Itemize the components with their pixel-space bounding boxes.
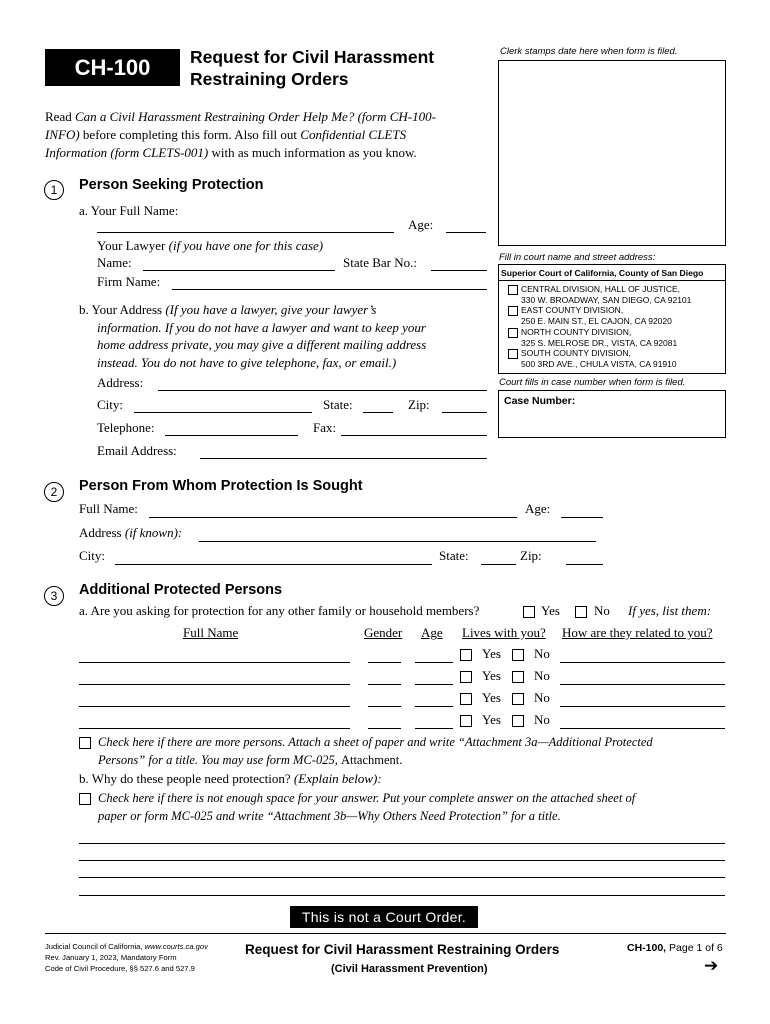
restrained-name-label: Full Name: (79, 501, 138, 516)
clerk-stamp-box (498, 60, 726, 246)
division-checkbox-south[interactable] (508, 349, 518, 359)
person-name-field[interactable] (79, 706, 350, 707)
person-gender-field[interactable] (368, 662, 401, 663)
explanation-line[interactable] (79, 860, 725, 861)
telephone-label: Telephone: (97, 420, 155, 435)
lives-with-yes-label: Yes (482, 668, 501, 683)
clerk-stamp-label: Clerk stamps date here when form is filed. (500, 46, 678, 57)
form-title (190, 46, 434, 90)
age-label: Age: (408, 217, 434, 232)
restrained-age-label: Age: (525, 501, 551, 516)
restrained-address-label: Address (if known): (79, 525, 183, 540)
lives-with-no-label: No (534, 646, 550, 661)
lives-with-no-checkbox[interactable] (512, 671, 524, 683)
next-page-arrow-icon: ➔ (704, 956, 719, 975)
person-age-field[interactable] (415, 684, 453, 685)
full-name-field[interactable] (97, 232, 394, 233)
age-field[interactable] (446, 232, 486, 233)
footer-rule (45, 933, 726, 934)
col-gender: Gender (364, 625, 403, 640)
lives-with-no-checkbox[interactable] (512, 715, 524, 727)
division-central: CENTRAL DIVISION, HALL OF JUSTICE, 330 W. BROADWAY, SAN DIEGO, CA 92101 (521, 284, 692, 305)
lives-with-no-label: No (534, 690, 550, 705)
person-name-field[interactable] (79, 684, 350, 685)
division-checkbox-east[interactable] (508, 306, 518, 316)
division-south: SOUTH COUNTY DIVISION, 500 3RD AVE., CHULA VISTA, CA 91910 (521, 348, 677, 369)
lives-with-no-checkbox[interactable] (512, 649, 524, 661)
court-divider (498, 280, 726, 281)
lives-with-no-label: No (534, 668, 550, 683)
more-persons-text: Check here if there are more persons. Attach a sheet of paper and write “Attachment 3a—Additional Protected Persons” for a title. You may use form MC-025, Attachment. (98, 735, 653, 767)
city-label: City: (97, 397, 124, 412)
col-age: Age (421, 625, 443, 640)
more-persons-checkbox[interactable] (79, 737, 91, 749)
state-label: State: (323, 397, 353, 412)
zip-field[interactable] (442, 412, 487, 413)
footer-subtitle: (Civil Harassment Prevention) (331, 963, 488, 975)
section-3-title: Additional Protected Persons (79, 582, 283, 598)
other-members-no-label: No (594, 603, 610, 618)
form-title-line2: Restraining Orders (190, 69, 349, 89)
state-bar-label: State Bar No.: (343, 255, 418, 270)
person-relationship-field[interactable] (560, 684, 725, 685)
division-east: EAST COUNTY DIVISION, 250 E. MAIN ST., EL CAJON, CA 92020 (521, 305, 672, 326)
explanation-line[interactable] (79, 877, 725, 878)
person-age-field[interactable] (415, 662, 453, 663)
person-relationship-field[interactable] (560, 728, 725, 729)
lives-with-yes-checkbox[interactable] (460, 649, 472, 661)
if-yes-list-label: If yes, list them: (628, 603, 712, 618)
section-1-title: Person Seeking Protection (79, 177, 264, 193)
form-code-badge: CH-100 (45, 49, 180, 86)
more-space-text: Check here if there is not enough space for your answer. Put your complete answer on the attached sheet of paper or form MC-025 and write “Attachment 3b—Why Others Need Protection” for a title. (98, 791, 636, 823)
court-fill-label: Fill in court name and street address: (499, 252, 656, 263)
zip-label: Zip: (408, 397, 430, 412)
other-members-no-checkbox[interactable] (575, 606, 587, 618)
footer-title: Request for Civil Harassment Restraining Orders (245, 942, 560, 957)
address-field[interactable] (158, 390, 487, 391)
fax-label: Fax: (313, 420, 337, 435)
division-checkbox-north[interactable] (508, 328, 518, 338)
footer-legal: Judicial Council of California, www.courts.ca.gov Rev. January 1, 2023, Mandatory Form Code of Civil Procedure, §§ 527.6 and 527.9 (45, 942, 208, 973)
lives-with-yes-label: Yes (482, 712, 501, 727)
person-relationship-field[interactable] (560, 662, 725, 663)
restrained-address-field[interactable] (199, 541, 596, 542)
lawyer-label: Your Lawyer (if you have one for this case) (97, 238, 324, 253)
other-members-question: a. Are you asking for protection for any other family or household members? (79, 603, 480, 618)
restrained-city-label: City: (79, 548, 106, 563)
lives-with-yes-checkbox[interactable] (460, 693, 472, 705)
intro-text: Read Can a Civil Harassment Restraining Order Help Me? (form CH-100- INFO) before completing this form. Also fill out Confidential CLETS Information (form CLETS-001) with as much information as you know. (45, 109, 436, 160)
form-title-line1: Request for Civil Harassment (190, 47, 435, 67)
person-age-field[interactable] (415, 728, 453, 729)
address-instructions: b. Your Address (If you have a lawyer, give your lawyer’s information. If you do not have a lawyer and want to keep your home address private, you may give a different mailing address instead. You do not have to give telephone, fax, or email.) (79, 302, 427, 370)
telephone-field[interactable] (165, 435, 298, 436)
person-relationship-field[interactable] (560, 706, 725, 707)
section-3-number: 3 (44, 586, 64, 606)
firm-name-field[interactable] (172, 289, 487, 290)
city-field[interactable] (134, 412, 312, 413)
footer-page: CH-100, Page 1 of 6 (627, 942, 723, 954)
person-age-field[interactable] (415, 706, 453, 707)
col-relationship: How are they related to you? (562, 625, 713, 640)
restrained-city-field[interactable] (115, 564, 432, 565)
email-label: Email Address: (97, 443, 177, 458)
case-fill-label: Court fills in case number when form is filed. (499, 377, 686, 388)
lives-with-yes-label: Yes (482, 646, 501, 661)
state-bar-field[interactable] (431, 270, 487, 271)
lives-with-yes-checkbox[interactable] (460, 715, 472, 727)
restrained-zip-label: Zip: (520, 548, 542, 563)
person-gender-field[interactable] (368, 728, 401, 729)
lawyer-name-field[interactable] (143, 270, 335, 271)
col-full-name: Full Name (183, 625, 239, 640)
restrained-state-label: State: (439, 548, 469, 563)
person-name-field[interactable] (79, 728, 350, 729)
fax-field[interactable] (341, 435, 487, 436)
person-name-field[interactable] (79, 662, 350, 663)
explanation-line[interactable] (79, 843, 725, 844)
more-space-checkbox[interactable] (79, 793, 91, 805)
address-label: Address: (97, 375, 144, 390)
lives-with-yes-checkbox[interactable] (460, 671, 472, 683)
division-checkbox-central[interactable] (508, 285, 518, 295)
other-members-yes-checkbox[interactable] (523, 606, 535, 618)
firm-name-label: Firm Name: (97, 274, 161, 289)
lives-with-no-checkbox[interactable] (512, 693, 524, 705)
col-lives-with-you: Lives with you? (462, 625, 546, 640)
person-gender-field[interactable] (368, 706, 401, 707)
not-court-order-banner: This is not a Court Order. (290, 906, 478, 928)
restrained-zip-field[interactable] (566, 564, 603, 565)
explanation-line[interactable] (79, 895, 725, 896)
full-name-label: a. Your Full Name: (79, 203, 179, 218)
state-field[interactable] (363, 412, 393, 413)
court-name: Superior Court of California, County of San Diego (501, 268, 704, 278)
case-number-label: Case Number: (504, 395, 576, 407)
section-2-number: 2 (44, 482, 64, 502)
restrained-state-field[interactable] (481, 564, 516, 565)
lawyer-name-label: Name: (97, 255, 132, 270)
why-protection-label: b. Why do these people need protection? (Explain below): (79, 771, 382, 786)
email-field[interactable] (200, 458, 487, 459)
restrained-name-field[interactable] (149, 517, 517, 518)
lives-with-yes-label: Yes (482, 690, 501, 705)
other-members-yes-label: Yes (541, 603, 560, 618)
section-2-title: Person From Whom Protection Is Sought (79, 478, 363, 494)
restrained-age-field[interactable] (561, 517, 603, 518)
person-gender-field[interactable] (368, 684, 401, 685)
lives-with-no-label: No (534, 712, 550, 727)
division-north: NORTH COUNTY DIVISION, 325 S. MELROSE DR., VISTA, CA 92081 (521, 327, 678, 348)
section-1-number: 1 (44, 180, 64, 200)
